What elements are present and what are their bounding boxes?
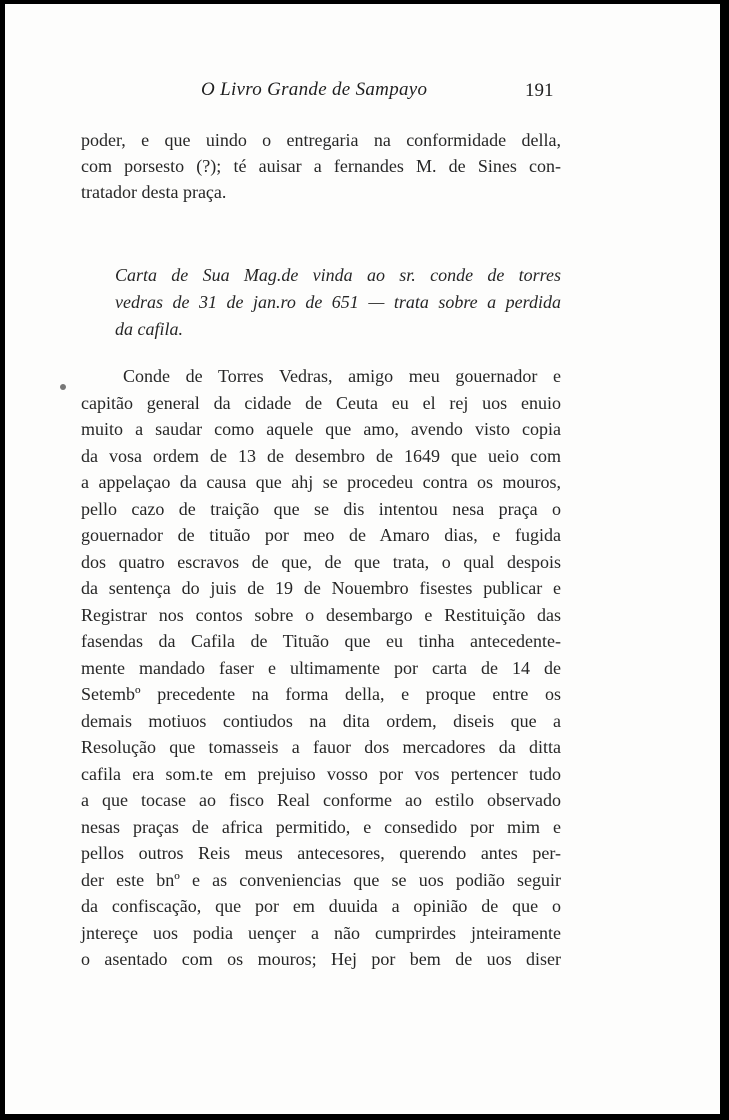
text-line: Conde de Torres Vedras, amigo meu gouernador e [123, 366, 561, 386]
text-line: der este bnº e as conveniencias que se uos podião seguir [81, 869, 561, 890]
text-line: a que tocase ao fisco Real conforme ao estilo observado [81, 790, 561, 810]
text-line: da sentença do juis de 19 de Nouembro fisestes publicar e [81, 578, 561, 598]
text-line: muito a saudar como aquele que amo, avendo visto copia [81, 419, 561, 439]
text-line: o asentado com os mouros; Hej por bem de uos diser [81, 949, 561, 969]
text-line: tratador desta praça. [81, 182, 227, 203]
text-line: Setembº precedente na forma della, e proque entre os [81, 684, 561, 704]
intro-paragraph [81, 127, 561, 205]
text-line: a appelaçao da causa que ahj se procedeu contra os mouros, [81, 472, 561, 492]
text-line: dos quatro escravos de que, de que trata, o qual despois [81, 551, 561, 572]
page-header [5, 79, 720, 109]
text-line: fasendas da Cafila de Tituão que eu tinha antecedente- [81, 631, 561, 651]
text-line: demais motiuos contiudos na dita ordem, diseis que a [81, 710, 561, 731]
text-line: gouernador de tituão por meo de Amaro dias, e fugida [81, 525, 561, 545]
text-line: cafila era som.te em prejuiso vosso por vos pertencer tudo [81, 763, 561, 784]
heading-line: Carta de Sua Mag.de vinda ao sr. conde de torres [115, 265, 561, 285]
text-line: jntereçe uos podia uençer a não cumprirdes jnteiramente [81, 922, 561, 943]
text-line: pello cazo de traição que se dis intentou nesa praça o [81, 498, 561, 519]
text-line: da confiscação, que por em duuida a opinião de que o [81, 896, 561, 916]
text-line: poder, e que uindo o entregaria na conformidade della, [81, 130, 561, 150]
text-line: mente mandado faser e ultimamente por carta de 14 de [81, 657, 561, 678]
letter-body [81, 363, 561, 973]
text-line: Registrar nos contos sobre o desembargo e Restituição das [81, 604, 561, 625]
page-number: 191 [525, 80, 554, 101]
heading-line: da cafila. [115, 319, 183, 339]
text-line: nesas praças de africa permitido, e consedido por mim e [81, 816, 561, 837]
ink-speck [60, 384, 66, 390]
text-line: Resolução que tomasseis a fauor dos mercadores da ditta [81, 737, 561, 757]
letter-heading [115, 262, 561, 343]
running-title: O Livro Grande de Sampayo [201, 79, 428, 100]
book-page [5, 4, 720, 1114]
heading-line: vedras de 31 de jan.ro de 651 — trata sobre a perdida [115, 292, 561, 312]
text-line: com porsesto (?); té auisar a fernandes M. de Sines con- [81, 156, 561, 177]
text-line: da vosa ordem de 13 de desembro de 1649 que ueio com [81, 445, 561, 466]
text-line: capitão general da cidade de Ceuta eu el rej uos enuio [81, 392, 561, 413]
text-line: pellos outros Reis meus antecesores, querendo antes per- [81, 843, 561, 863]
